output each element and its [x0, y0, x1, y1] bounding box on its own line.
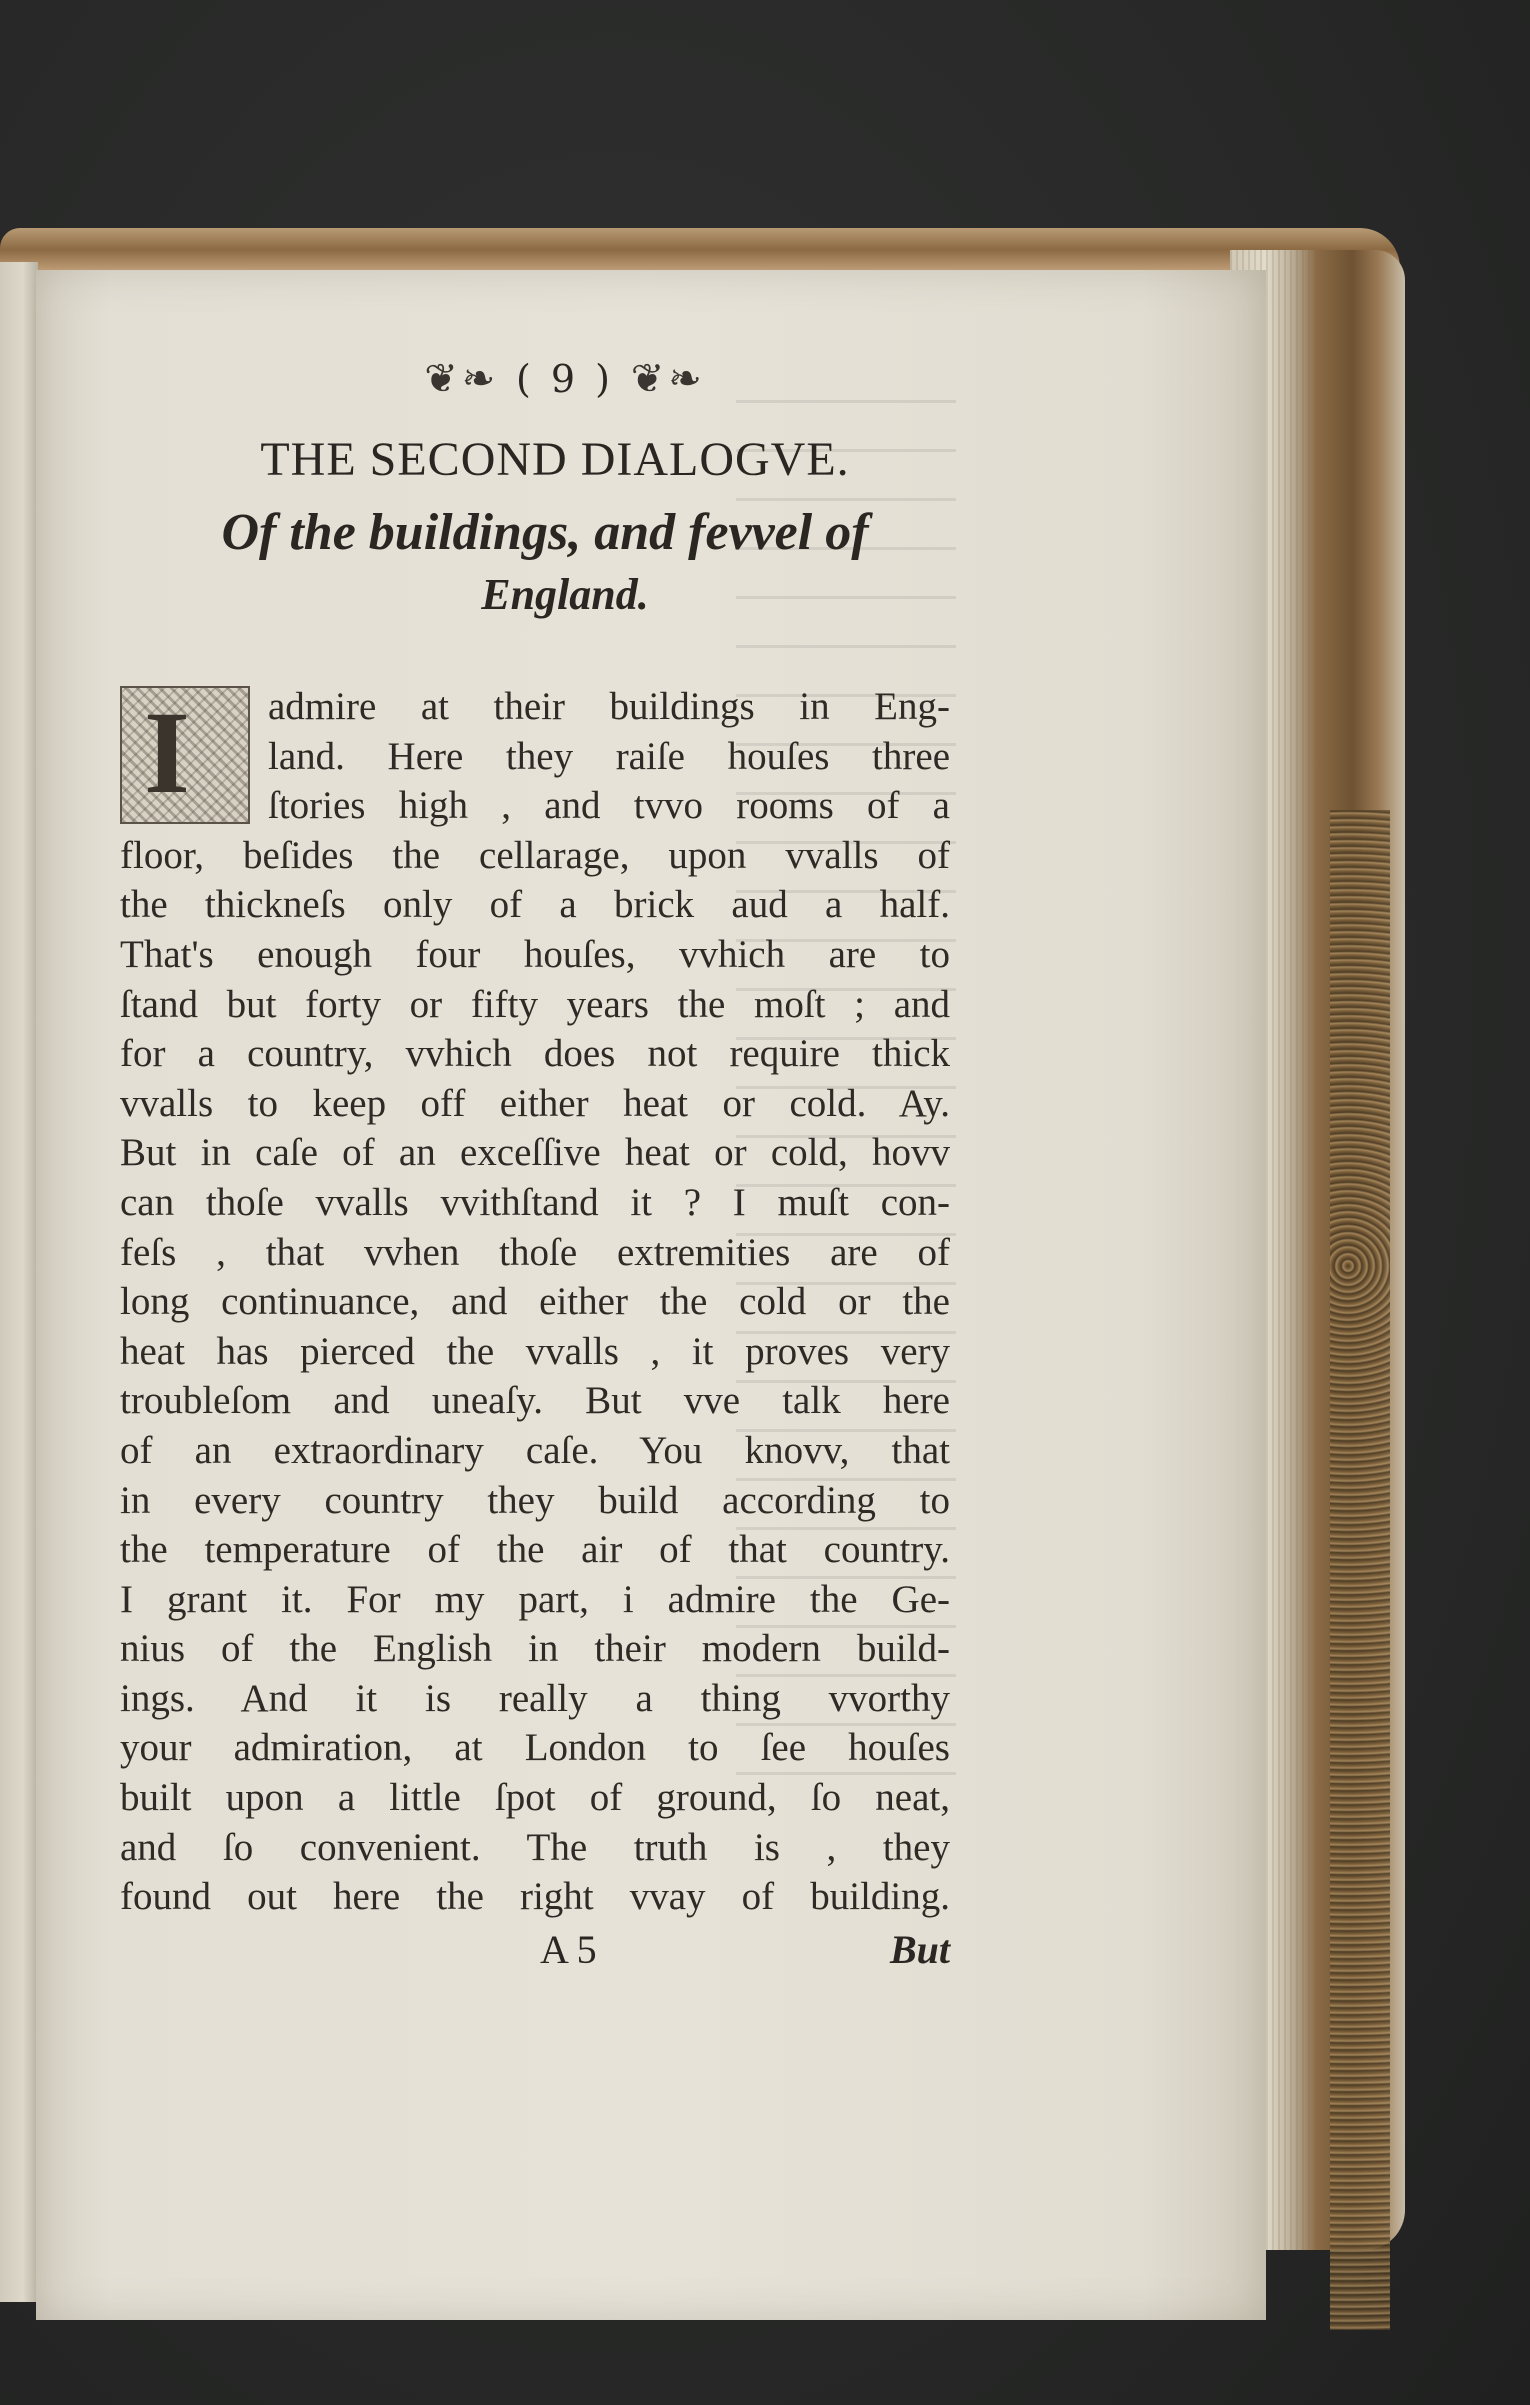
body-line: floor, beſides the cellarage, upon vvalls of	[120, 833, 950, 877]
body-line: feſs , that vvhen thoſe extremities are of	[120, 1230, 950, 1274]
body-line: troubleſom and uneaſy. But vve talk here	[120, 1379, 950, 1423]
drop-cap-letter: I	[144, 687, 190, 818]
body-line: ſtand but forty or fifty years the moſt ; and	[120, 982, 950, 1026]
body-line: found out here the right vvay of building.	[120, 1875, 950, 1919]
body-line: ings. And it is really a thing vvorthy	[120, 1676, 950, 1720]
page-number: ( 9 )	[516, 357, 614, 401]
body-line: of an extraordinary caſe. You knovv, that	[120, 1428, 950, 1472]
book-page	[36, 270, 1266, 2320]
ornament-right-icon: ❦❧	[630, 356, 706, 402]
body-line: nius of the English in their modern build-	[120, 1627, 950, 1671]
chapter-subtitle	[140, 502, 950, 626]
body-line: ſtories high , and tvvo rooms of a	[268, 784, 950, 828]
facing-page-edge	[0, 262, 38, 2302]
body-line: for a country, vvhich does not require thick	[120, 1032, 950, 1076]
body-line: I grant it. For my part, i admire the Ge-	[120, 1577, 950, 1621]
book-top-edge	[0, 228, 1400, 276]
leather-cover	[1330, 810, 1390, 2330]
body-line: in every country they build according to	[120, 1478, 950, 1522]
body-line: built upon a little ſpot of ground, ſo neat,	[120, 1776, 950, 1820]
subtitle-line-2: England.	[481, 570, 649, 619]
body-line: and ſo convenient. The truth is , they	[120, 1825, 950, 1869]
body-line: heat has pierced the vvalls , it proves very	[120, 1329, 950, 1373]
body-line: the thickneſs only of a brick aud a half.	[120, 883, 950, 927]
catchword: But	[889, 1926, 950, 1972]
body-line: But in caſe of an exceſſive heat or cold, hovv	[120, 1131, 950, 1175]
signature-mark: A 5	[540, 1926, 597, 1972]
body-line: vvalls to keep off either heat or cold. Ay.	[120, 1081, 950, 1125]
body-line: That's enough four houſes, vvhich are to	[120, 932, 950, 976]
chapter-title: THE SECOND DIALOGVE.	[260, 433, 850, 486]
running-head	[180, 346, 950, 406]
body-line: admire at their buildings in Eng-	[268, 685, 950, 728]
body-line: land. Here they raiſe houſes three	[268, 734, 950, 778]
page-footer	[120, 1926, 950, 1978]
decorated-initial	[120, 686, 250, 824]
body-line: the temperature of the air of that country.	[120, 1528, 950, 1572]
subtitle-line-1: Of the buildings, and fevvel of	[221, 504, 869, 561]
body-line: long continuance, and either the cold or the	[120, 1280, 950, 1324]
body-line: your admiration, at London to ſee houſes	[120, 1726, 950, 1770]
page-content	[120, 346, 950, 1978]
body-text	[120, 682, 950, 1922]
body-line: can thoſe vvalls vvithſtand it ? I muſt con-	[120, 1180, 950, 1224]
ornament-left-icon: ❦❧	[424, 356, 500, 402]
